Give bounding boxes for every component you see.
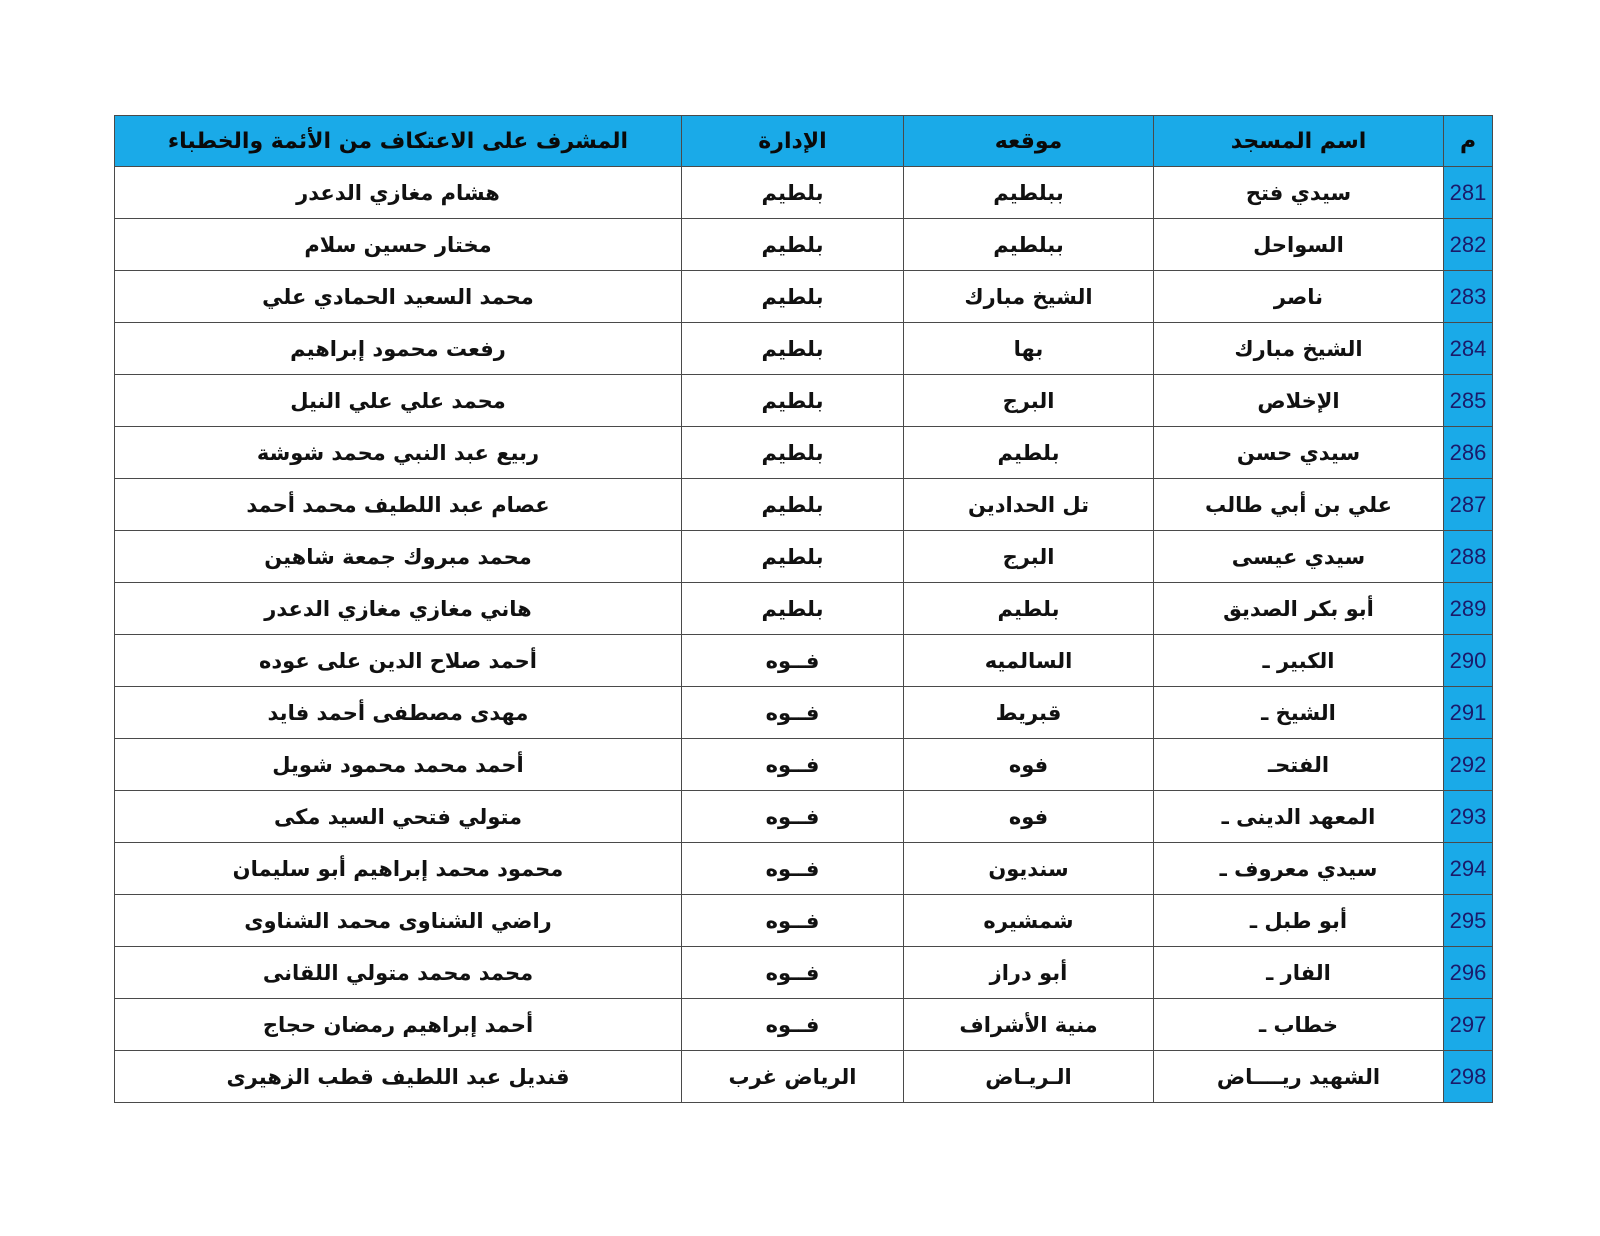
table-body [115, 167, 1493, 1103]
cell-supervisor: مختار حسين سلام [115, 219, 682, 271]
cell-location: الشيخ مبارك [904, 271, 1154, 323]
cell-location: ببلطيم [904, 167, 1154, 219]
cell-location: البرج [904, 531, 1154, 583]
cell-location: الـريـاض [904, 1051, 1154, 1103]
cell-mosque-name: الفتحـ [1154, 739, 1444, 791]
cell-administration: فــوه [682, 791, 904, 843]
cell-mosque-name: سيدي فتح [1154, 167, 1444, 219]
table-row [115, 219, 1493, 271]
cell-mosque-name: سيدي معروف ـ [1154, 843, 1444, 895]
header-administration: الإدارة [682, 116, 904, 167]
table-row [115, 1051, 1493, 1103]
cell-num: 298 [1444, 1051, 1493, 1103]
table-row [115, 479, 1493, 531]
cell-administration: فــوه [682, 843, 904, 895]
cell-administration: فــوه [682, 999, 904, 1051]
table-row [115, 271, 1493, 323]
cell-num: 289 [1444, 583, 1493, 635]
cell-administration: الرياض غرب [682, 1051, 904, 1103]
cell-num: 284 [1444, 323, 1493, 375]
table-row [115, 739, 1493, 791]
header-location: موقعه [904, 116, 1154, 167]
header-num: م [1444, 116, 1493, 167]
cell-mosque-name: الشيخ ـ [1154, 687, 1444, 739]
cell-administration: بلطيم [682, 479, 904, 531]
cell-num: 296 [1444, 947, 1493, 999]
cell-location: السالميه [904, 635, 1154, 687]
table-header-row [115, 116, 1493, 167]
table-row [115, 375, 1493, 427]
table-row [115, 947, 1493, 999]
cell-location: البرج [904, 375, 1154, 427]
cell-mosque-name: الشهيد ريــــاض [1154, 1051, 1444, 1103]
cell-administration: فــوه [682, 895, 904, 947]
cell-num: 287 [1444, 479, 1493, 531]
table-row [115, 791, 1493, 843]
table-row [115, 999, 1493, 1051]
cell-supervisor: أحمد إبراهيم رمضان حجاج [115, 999, 682, 1051]
cell-mosque-name: السواحل [1154, 219, 1444, 271]
cell-supervisor: رفعت محمود إبراهيم [115, 323, 682, 375]
cell-supervisor: محمد مبروك جمعة شاهين [115, 531, 682, 583]
table-row [115, 687, 1493, 739]
cell-supervisor: راضي الشناوى محمد الشناوى [115, 895, 682, 947]
cell-administration: بلطيم [682, 271, 904, 323]
cell-location: منية الأشراف [904, 999, 1154, 1051]
cell-num: 295 [1444, 895, 1493, 947]
header-mosque-name: اسم المسجد [1154, 116, 1444, 167]
cell-location: تل الحدادين [904, 479, 1154, 531]
cell-administration: بلطيم [682, 531, 904, 583]
cell-supervisor: هاني مغازي مغازي الدعدر [115, 583, 682, 635]
table-row [115, 427, 1493, 479]
cell-num: 281 [1444, 167, 1493, 219]
cell-supervisor: محمد السعيد الحمادي علي [115, 271, 682, 323]
table-row [115, 843, 1493, 895]
cell-administration: بلطيم [682, 375, 904, 427]
cell-num: 290 [1444, 635, 1493, 687]
table-row [115, 531, 1493, 583]
table-row [115, 323, 1493, 375]
cell-mosque-name: الشيخ مبارك [1154, 323, 1444, 375]
cell-location: شمشيره [904, 895, 1154, 947]
cell-num: 286 [1444, 427, 1493, 479]
cell-num: 294 [1444, 843, 1493, 895]
header-supervisor: المشرف على الاعتكاف من الأئمة والخطباء [115, 116, 682, 167]
cell-mosque-name: سيدي عيسى [1154, 531, 1444, 583]
cell-mosque-name: ناصر [1154, 271, 1444, 323]
cell-administration: بلطيم [682, 323, 904, 375]
cell-supervisor: عصام عبد اللطيف محمد أحمد [115, 479, 682, 531]
document-sheet [114, 115, 1492, 1103]
cell-supervisor: ربيع عبد النبي محمد شوشة [115, 427, 682, 479]
cell-num: 297 [1444, 999, 1493, 1051]
table-row [115, 167, 1493, 219]
cell-mosque-name: الكبير ـ [1154, 635, 1444, 687]
cell-mosque-name: الإخلاص [1154, 375, 1444, 427]
cell-num: 283 [1444, 271, 1493, 323]
cell-supervisor: محمود محمد إبراهيم أبو سليمان [115, 843, 682, 895]
cell-administration: بلطيم [682, 219, 904, 271]
cell-location: قبريط [904, 687, 1154, 739]
cell-mosque-name: المعهد الدينى ـ [1154, 791, 1444, 843]
cell-num: 291 [1444, 687, 1493, 739]
cell-location: فوه [904, 791, 1154, 843]
cell-location: فوه [904, 739, 1154, 791]
cell-administration: بلطيم [682, 167, 904, 219]
cell-supervisor: أحمد محمد محمود شويل [115, 739, 682, 791]
cell-supervisor: متولي فتحي السيد مكى [115, 791, 682, 843]
cell-administration: بلطيم [682, 583, 904, 635]
cell-num: 293 [1444, 791, 1493, 843]
cell-num: 282 [1444, 219, 1493, 271]
cell-supervisor: محمد علي علي النيل [115, 375, 682, 427]
cell-administration: فــوه [682, 635, 904, 687]
cell-mosque-name: أبو طبل ـ [1154, 895, 1444, 947]
cell-num: 292 [1444, 739, 1493, 791]
cell-mosque-name: أبو بكر الصديق [1154, 583, 1444, 635]
table-row [115, 635, 1493, 687]
cell-administration: فــوه [682, 739, 904, 791]
cell-location: سنديون [904, 843, 1154, 895]
cell-location: أبو دراز [904, 947, 1154, 999]
cell-supervisor: هشام مغازي الدعدر [115, 167, 682, 219]
cell-location: ببلطيم [904, 219, 1154, 271]
cell-mosque-name: الفار ـ [1154, 947, 1444, 999]
cell-location: بلطيم [904, 583, 1154, 635]
cell-supervisor: أحمد صلاح الدين على عوده [115, 635, 682, 687]
cell-administration: فــوه [682, 947, 904, 999]
table-row [115, 583, 1493, 635]
cell-num: 288 [1444, 531, 1493, 583]
cell-supervisor: مهدى مصطفى أحمد فايد [115, 687, 682, 739]
cell-num: 285 [1444, 375, 1493, 427]
cell-supervisor: محمد محمد متولي اللقانى [115, 947, 682, 999]
cell-administration: بلطيم [682, 427, 904, 479]
cell-administration: فــوه [682, 687, 904, 739]
cell-mosque-name: سيدي حسن [1154, 427, 1444, 479]
table-row [115, 895, 1493, 947]
cell-mosque-name: علي بن أبي طالب [1154, 479, 1444, 531]
cell-location: بها [904, 323, 1154, 375]
cell-mosque-name: خطاب ـ [1154, 999, 1444, 1051]
cell-location: بلطيم [904, 427, 1154, 479]
cell-supervisor: قنديل عبد اللطيف قطب الزهيرى [115, 1051, 682, 1103]
mosque-supervisors-table [114, 115, 1493, 1103]
